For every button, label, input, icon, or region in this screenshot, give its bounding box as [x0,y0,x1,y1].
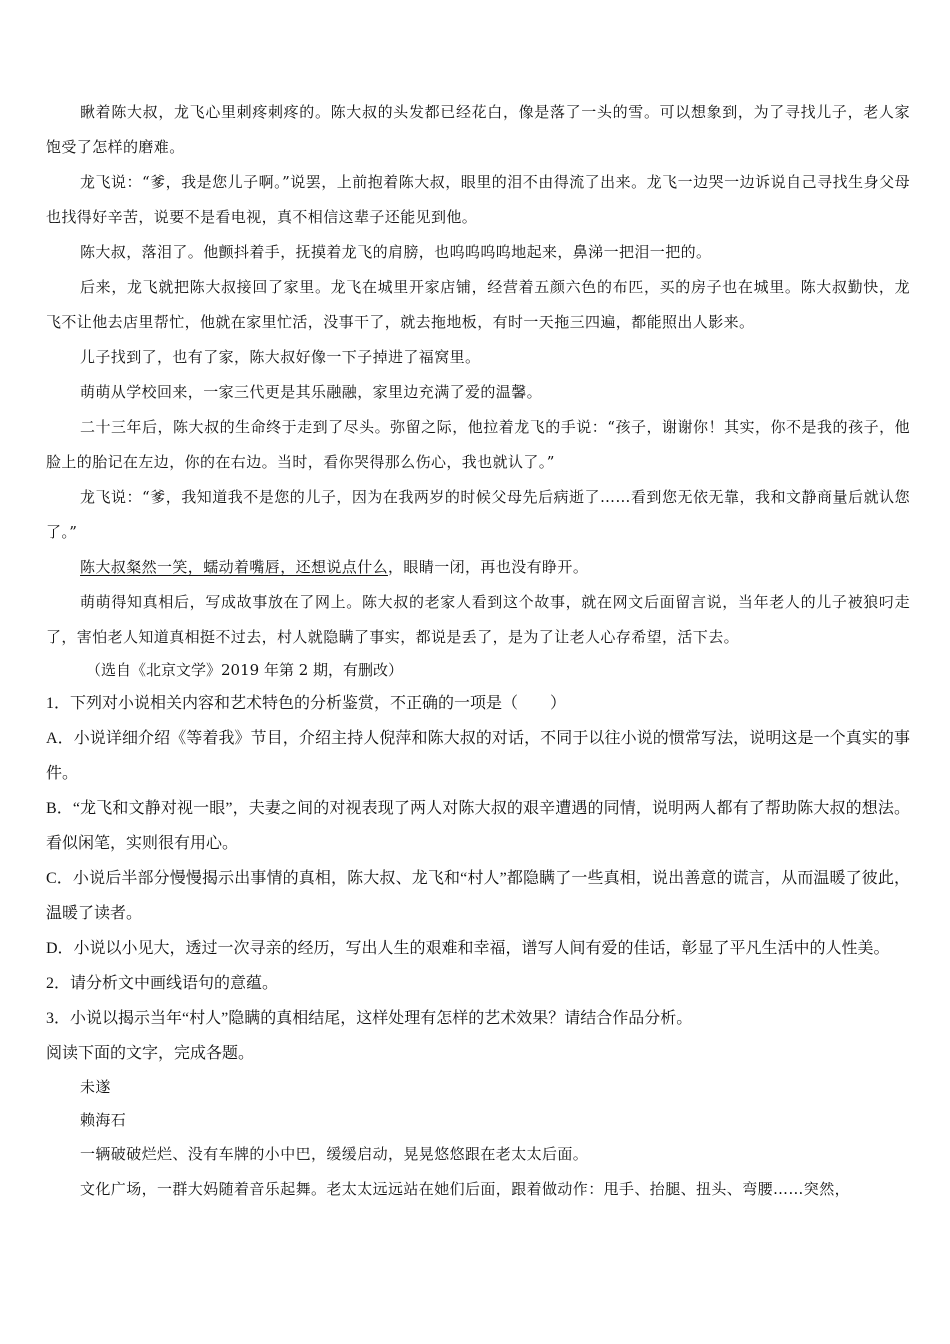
question-1-option-a: A．小说详细介绍《等着我》节目，介绍主持人倪萍和陈大叔的对话，不同于以往小说的惯常写法，说明这是一个真实的事件。 [46,730,910,782]
story-paragraph: 萌萌得知真相后，写成故事放在了网上。陈大叔的老家人看到这个故事，就在网文后面留言说，当年老人的儿子被狼叼走了，害怕老人知道真相挺不过去，村人就隐瞒了事实，都说是丢了，是为了让老人心存希望，活下去。 [46,593,910,646]
question-3: 3．小说以揭示当年“村人”隐瞒的真相结尾，这样处理有怎样的艺术效果？请结合作品分析。 [46,1010,693,1027]
story-paragraph: 陈大叔，落泪了。他颤抖着手，抚摸着龙飞的肩膀，也呜呜呜呜地起来，鼻涕一把泪一把的。 [80,243,712,261]
story-paragraph: 后来，龙飞就把陈大叔接回了家里。龙飞在城里开家店铺，经营着五颜六色的布匹，买的房子也在城里。陈大叔勤快，龙飞不让他去店里帮忙，他就在家里忙活，没事干了，就去拖地板，有时一天拖三四遍，都能照出人影来。 [46,278,910,331]
story-paragraph-underlined [46,550,910,585]
question-1: 1．下列对小说相关内容和艺术特色的分析鉴赏，不正确的一项是（ ） [46,695,567,712]
story-excerpt [46,95,910,655]
question-1-option-d: D．小说以小见大，透过一次寻亲的经历，写出人生的艰难和幸福，谱写人间有爱的佳话，彰显了平凡生活中的人性美。 [46,940,890,957]
question-2: 2．请分析文中画线语句的意蕴。 [46,975,279,992]
document-page [46,95,910,1207]
questions [46,686,910,1071]
source-citation: （选自《北京文学》2019 年第 2 期，有删改） [86,661,404,679]
story-author: 赖海石 [80,1111,127,1129]
sentence-rest: ，眼睛一闭，再也没有睁开。 [388,558,589,576]
second-story [46,1071,910,1207]
question-1-option-c: C．小说后半部分慢慢揭示出事情的真相，陈大叔、龙飞和“村人”都隐瞒了一些真相，说出善意的谎言，从而温暖了彼此，温暖了读者。 [46,870,910,922]
story-paragraph: 瞅着陈大叔，龙飞心里刺疼刺疼的。陈大叔的头发都已经花白，像是落了一头的雪。可以想象到，为了寻找儿子，老人家饱受了怎样的磨难。 [46,103,910,156]
reading-instruction: 阅读下面的文字，完成各题。 [46,1045,255,1062]
story-paragraph: 萌萌从学校回来，一家三代更是其乐融融，家里边充满了爱的温馨。 [80,383,543,401]
story-paragraph: 龙飞说：“爹，我是您儿子啊。”说罢，上前抱着陈大叔，眼里的泪不由得流了出来。龙飞一边哭一边诉说自己寻找生身父母也找得好辛苦，说要不是看电视，真不相信这辈子还能见到他。 [46,173,910,226]
story-title: 未遂 [80,1078,111,1096]
story-paragraph: 儿子找到了，也有了家，陈大叔好像一下子掉进了福窝里。 [80,348,481,366]
story-paragraph: 一辆破破烂烂、没有车牌的小中巴，缓缓启动，晃晃悠悠跟在老太太后面。 [80,1145,589,1163]
story-paragraph: 二十三年后，陈大叔的生命终于走到了尽头。弥留之际，他拉着龙飞的手说：“孩子，谢谢你！其实，你不是我的孩子，他脸上的胎记在左边，你的在右边。当时，看你哭得那么伤心，我也就认了。” [46,418,910,471]
story-paragraph: 文化广场，一群大妈随着音乐起舞。老太太远远站在她们后面，跟着做动作：甩手、抬腿、扭头、弯腰……突然， [80,1180,851,1198]
question-1-option-b: B．“龙飞和文静对视一眼”，夫妻之间的对视表现了两人对陈大叔的艰辛遭遇的同情，说明两人都有了帮助陈大叔的想法。看似闲笔，实则很有用心。 [46,800,910,852]
story-paragraph: 龙飞说：“爹，我知道我不是您的儿子，因为在我两岁的时候父母先后病逝了……看到您无依无靠，我和文静商量后就认您了。” [46,488,910,541]
underlined-sentence: 陈大叔粲然一笑，蠕动着嘴唇，还想说点什么 [80,558,389,576]
